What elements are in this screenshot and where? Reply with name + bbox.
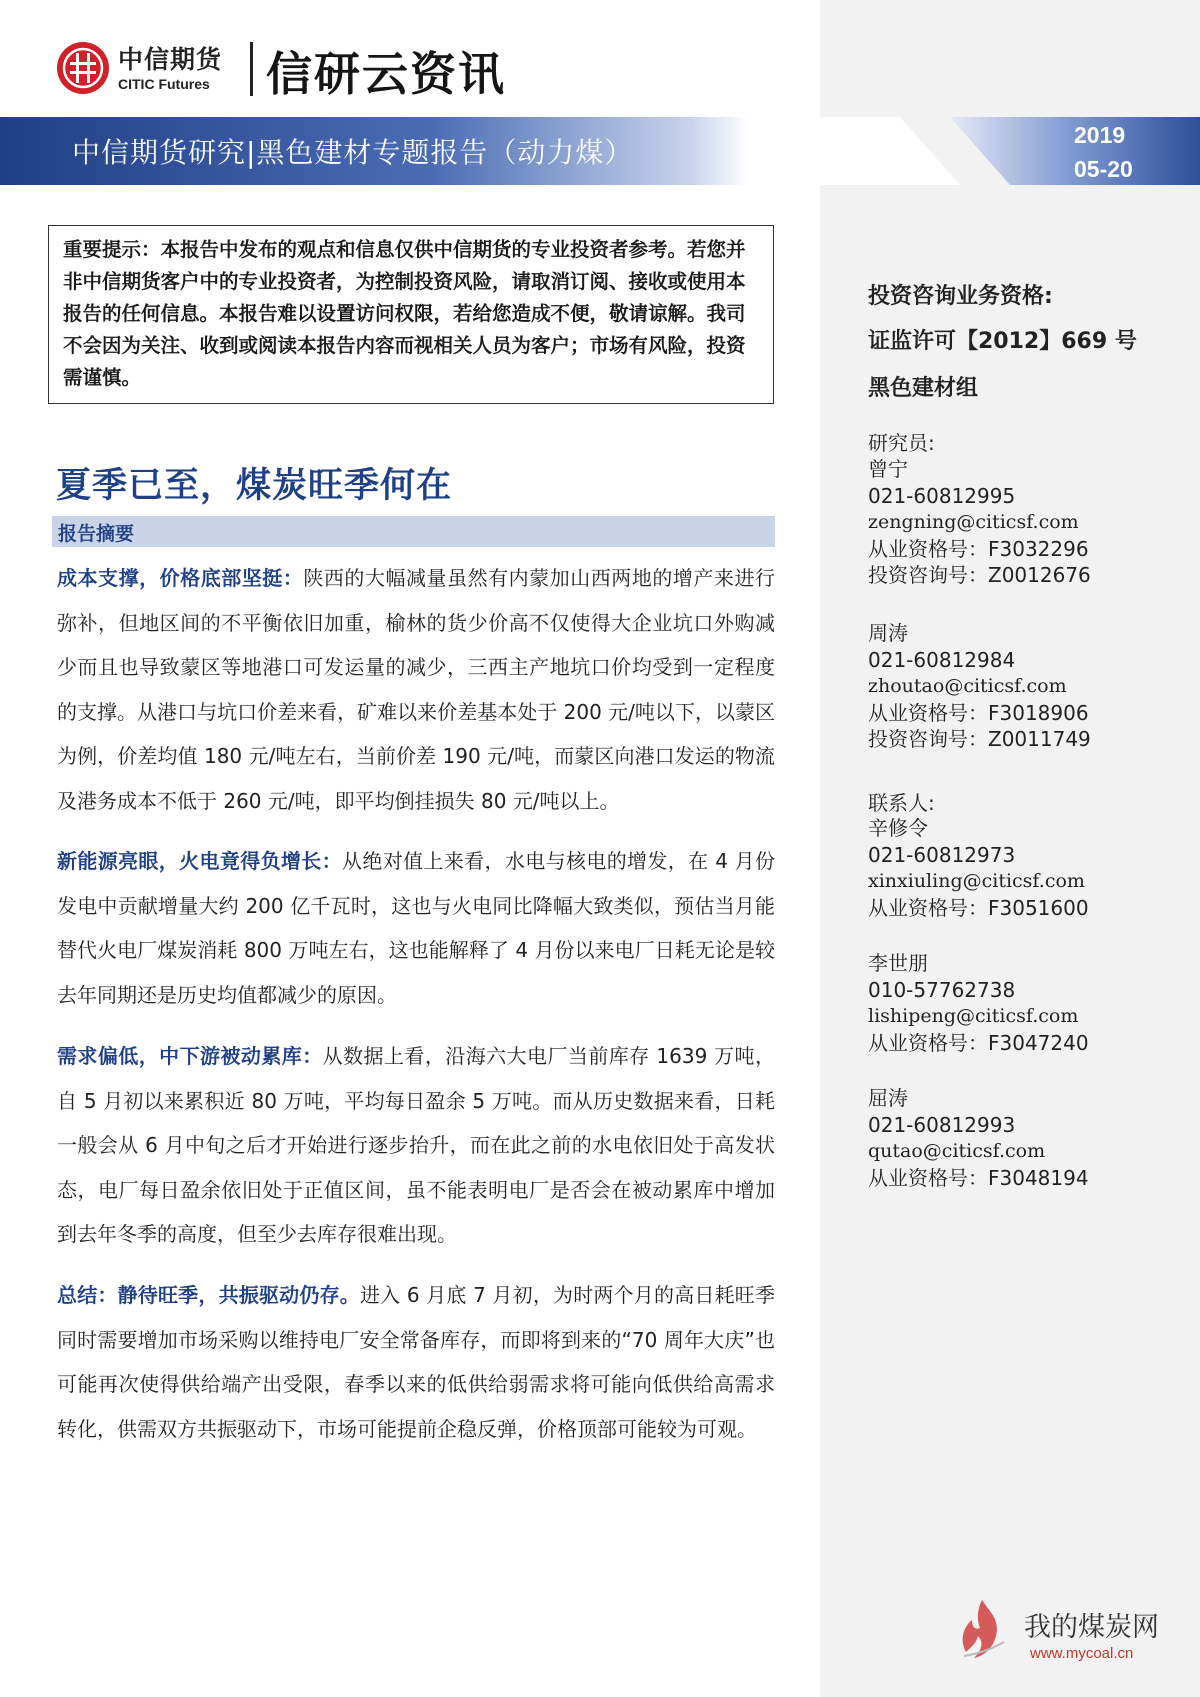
researcher-cert: 从业资格号：F3018906 — [868, 700, 1089, 725]
researcher-card — [868, 456, 1091, 589]
contact-card — [868, 950, 1089, 1056]
report-title: 夏季已至，煤炭旺季何在 — [56, 466, 453, 506]
contact-phone: 021-60812993 — [868, 1112, 1016, 1137]
researcher-card — [868, 620, 1091, 753]
contact-email[interactable]: lishipeng@citicsf.com — [868, 1005, 1079, 1027]
report-date — [1074, 118, 1133, 186]
contact-card — [868, 815, 1089, 921]
contact-name: 屈涛 — [868, 1086, 908, 1110]
logo-cn-text: 中信期货 — [118, 45, 223, 74]
paragraph-lead: 需求偏低，中下游被动累库： — [57, 1044, 323, 1068]
summary-paragraph — [57, 556, 775, 823]
logo-en-text: CITIC Futures — [118, 76, 210, 92]
brand-title: 信研云资讯 — [266, 47, 506, 101]
contact-phone: 010-57762738 — [868, 977, 1016, 1002]
researchers-label: 研究员: — [868, 431, 935, 455]
report-date-month-day: 05-20 — [1074, 156, 1133, 182]
contact-cert: 从业资格号：F3047240 — [868, 1030, 1089, 1055]
researcher-advisory: 投资咨询号：Z0012676 — [868, 563, 1091, 587]
contact-card — [868, 1085, 1089, 1191]
researcher-name: 周涛 — [868, 621, 908, 645]
contact-email[interactable]: qutao@citicsf.com — [868, 1140, 1046, 1162]
paragraph-body: 陕西的大幅减量虽然有内蒙加山西两地的增产来进行弥补，但地区间的不平衡依旧加重，榆林的货少价高不仅使得大企业坑口外购减少而且也导致蒙区等地港口可发运量的减少，三西主产地坑口价均受到一定程度的支撑。从港口与坑口价差来看，矿难以来价差基本处于 200 元/吨以下，以蒙区为例，价差均值 180 元/吨左右，当前价差 190 元/吨，而蒙区向港口发运的物流及港务成本不低于 260 元/吨，即平均倒挂损失 80 元/吨以上。 — [57, 566, 776, 813]
contact-email[interactable]: xinxiuling@citicsf.com — [868, 870, 1085, 892]
researcher-name: 曾宁 — [868, 457, 908, 481]
paragraph-body: 从数据上看，沿海六大电厂当前库存 1639 万吨，自 5 月初以来累积近 80 万吨，平均每日盈余 5 万吨。而从历史数据来看，日耗一般会从 6 月中旬之后才开始进行逐步抬升，而在此之前的水电依旧处于高发状态，电厂每日盈余依旧处于正值区间，虽不能表明电厂是否会在被动累库中增加到去年冬季的高度，但至少去库存很难出现。 — [57, 1044, 775, 1246]
summary-paragraph — [57, 1034, 775, 1257]
qualification-label: 投资咨询业务资格: — [868, 284, 1053, 309]
contact-name: 辛修令 — [868, 816, 928, 840]
paragraph-lead: 成本支撑，价格底部坚挺： — [57, 566, 304, 590]
researcher-cert: 从业资格号：F3032296 — [868, 536, 1089, 561]
report-category-title: 中信期货研究|黑色建材专题报告（动力煤） — [72, 136, 634, 169]
report-date-year: 2019 — [1074, 122, 1126, 148]
disclaimer-notice: 重要提示：本报告中发布的观点和信息仅供中信期货的专业投资者参考。若您并非中信期货客户中的专业投资者，为控制投资风险，请取消订阅、接收或使用本报告的任何信息。本报告难以设置访问权限，若给您造成不便，敬请谅解。我司不会因为关注、收到或阅读本报告内容而视相关人员为客户；市场有风险，投资需谨慎。 — [48, 225, 774, 404]
researcher-email[interactable]: zhoutao@citicsf.com — [868, 675, 1067, 697]
watermark-site-name: 我的煤炭网 — [1024, 1612, 1159, 1643]
paragraph-body: 从绝对值上来看，水电与核电的增发，在 4 月份发电中贡献增量大约 200 亿千瓦时，这也与火电同比降幅大致类似，预估当月能替代火电厂煤炭消耗 800 万吨左右，这也能解释了 4 月份以来电厂日耗无论是较去年同期还是历史均值都减少的原因。 — [57, 849, 775, 1007]
contact-cert: 从业资格号：F3048194 — [868, 1165, 1089, 1190]
summary-label: 报告摘要 — [58, 523, 135, 545]
contacts-label: 联系人: — [868, 791, 935, 815]
logo-divider — [250, 42, 253, 96]
watermark-url[interactable]: www.mycoal.cn — [1030, 1645, 1134, 1662]
contact-phone: 021-60812973 — [868, 842, 1016, 867]
summary-header-bar — [52, 516, 775, 547]
license-number: 证监许可【2012】669 号 — [868, 329, 1137, 354]
citic-logo-icon — [55, 40, 111, 96]
researcher-email[interactable]: zengning@citicsf.com — [868, 511, 1079, 533]
paragraph-lead: 总结：静待旺季，共振驱动仍存。 — [57, 1283, 360, 1307]
summary-paragraph — [57, 1273, 775, 1451]
group-name: 黑色建材组 — [868, 376, 979, 401]
researcher-advisory: 投资咨询号：Z0011749 — [868, 727, 1091, 751]
flame-icon — [956, 1598, 1008, 1660]
contact-name: 李世朋 — [868, 951, 928, 975]
paragraph-lead: 新能源亮眼，火电竟得负增长： — [57, 849, 343, 873]
paragraph-body: 进入 6 月底 7 月初，为时两个月的高日耗旺季同时需要增加市场采购以维持电厂安全常备库存，而即将到来的“70 周年大庆”也可能再次使得供给端产出受限，春季以来的低供给弱需求将可能向低供给高需求转化，供需双方共振驱动下，市场可能提前企稳反弹，价格顶部可能较为可观。 — [57, 1283, 775, 1441]
contact-cert: 从业资格号：F3051600 — [868, 895, 1089, 920]
summary-paragraph — [57, 839, 775, 1017]
researcher-phone: 021-60812995 — [868, 483, 1016, 508]
researcher-phone: 021-60812984 — [868, 647, 1016, 672]
